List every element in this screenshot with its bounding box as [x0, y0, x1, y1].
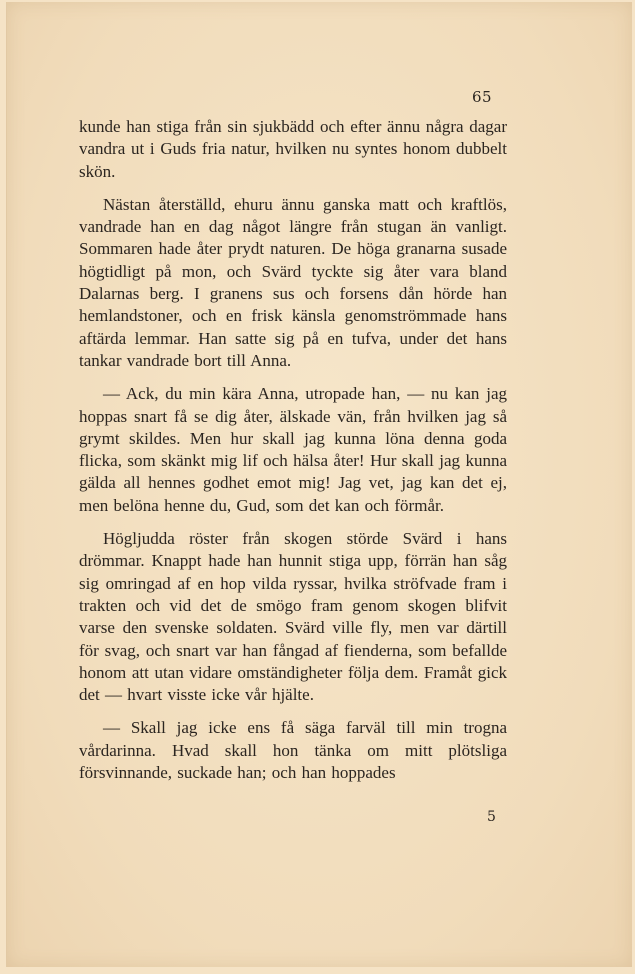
paragraph-5: — Skall jag icke ens få säga farväl till min trogna vårdarinna. Hvad skall hon tänka om mitt plötsliga försvinnande, suckade han; och han hoppades	[79, 718, 507, 783]
paragraph-4: Högljudda röster från skogen störde Svärd i hans drömmar. Knappt hade han hunnit stiga upp, förrän han såg sig omringad af en hop vilda ryssar, hvilka ströfvade fram i trakten och vid det de smögo fram genom skogen blifvit varse den svenske soldaten. Svärd ville fly, men var därtill för svag, och snart var han fångad af fienderna, som befallde honom att utan vidare omständigheter följa dem. Framåt gick det — hvart visste icke vår hjälte.	[79, 529, 507, 705]
body-text	[79, 116, 507, 784]
signature-mark: 5	[487, 809, 496, 825]
paragraph-1: kunde han stiga från sin sjukbädd och efter ännu några dagar vandra ut i Guds fria natur, hvilken nu syntes honom dubbelt skön.	[79, 117, 507, 181]
page-number: 65	[472, 88, 493, 106]
paragraph-2: Nästan återställd, ehuru ännu ganska matt och kraftlös, vandrade han en dag något längre från stugan än vanligt. Sommaren hade åter prydt naturen. De höga granarna susade högtidligt på mon, och Svärd tyckte sig åter vara bland Dalarnas berg. I granens sus och forsens dån hörde han hemlandstoner, och en frisk känsla genomströmmade hans aftärda lemmar. Han satte sig på en tufva, under det hans tankar vandrade bort till Anna.	[79, 194, 507, 370]
book-page	[6, 2, 632, 967]
paragraph-3: — Ack, du min kära Anna, utropade han, — nu kan jag hoppas snart få se dig åter, älskade vän, från hvilken jag så grymt skildes. Men hur skall jag kunna löna denna goda flicka, som skänkt mig lif och hälsa åter! Hur skall jag kunna gälda all hennes godhet emot mig! Jag vet, jag kan det ej, men belöna henne du, Gud, som det kan och förmår.	[79, 384, 507, 515]
